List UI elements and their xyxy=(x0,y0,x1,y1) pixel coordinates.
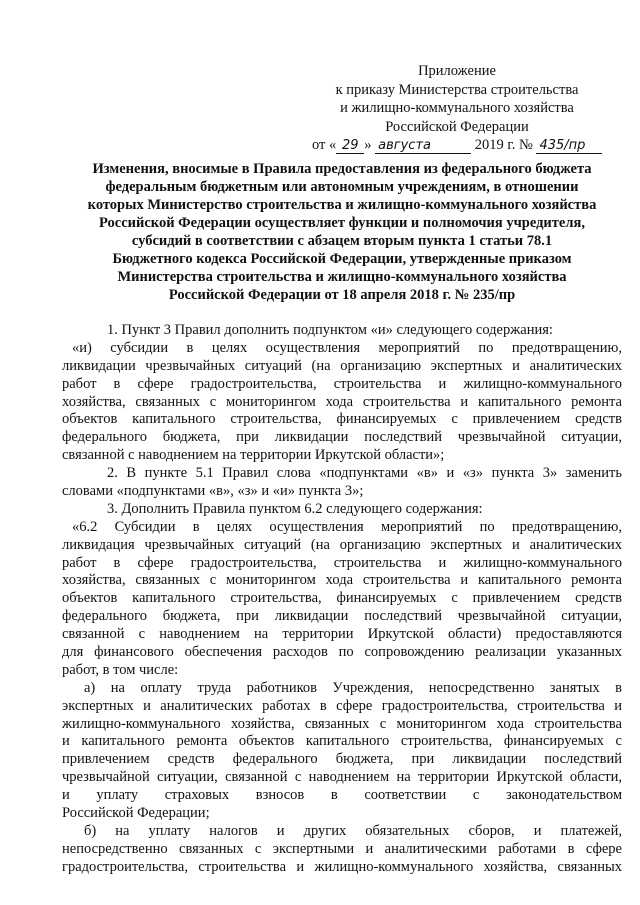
document-body xyxy=(62,322,622,877)
title-line: Министерства строительства и жилищно-коммунального хозяйства xyxy=(117,269,567,285)
body-line: б) на уплату налогов и других обязательных сборов, и платежей, xyxy=(84,822,622,839)
appendix-ministry-line: и жилищно-коммунального хозяйства xyxy=(340,100,574,116)
handwritten-month: августа xyxy=(375,139,471,154)
body-line: градостроительства, строительства и жилищно-коммунального хозяйства, связанных xyxy=(62,858,622,875)
body-line: привлечением средств федерального бюджета, при ликвидации последствий xyxy=(62,751,622,768)
title-line: Бюджетного кодекса Российской Федерации, утвержденные приказом xyxy=(112,251,572,267)
body-line: связанной с наводнением на территории Иркутской области»; xyxy=(62,447,445,464)
body-line: «и) субсидии в целях осуществления мероприятий по предотвращению, xyxy=(72,339,622,356)
body-line: федерального бюджета, при ликвидации последствий чрезвычайной ситуации, xyxy=(62,608,622,625)
handwritten-order-number: 435/пр xyxy=(536,139,602,154)
body-line: ликвидации чрезвычайных ситуаций (на организацию экспертных и аналитических xyxy=(62,357,622,374)
body-line: а) на оплату труда работников Учреждения, непосредственно занятых в xyxy=(84,679,622,696)
body-line: «6.2 Субсидии в целях осуществления мероприятий по предотвращению, xyxy=(72,518,622,535)
body-line: объектов капитального строительства, финансируемых с привлечением средств xyxy=(62,411,622,428)
body-line: для финансового обеспечения расходов по сопровождению реализации указанных xyxy=(62,644,622,661)
appendix-country-line: Российской Федерации xyxy=(385,118,529,135)
appendix-label: Приложение xyxy=(418,63,496,79)
body-line: хозяйства, связанных с мониторингом хода строительства и капитального ремонта xyxy=(62,393,622,410)
body-line: 3. Дополнить Правила пунктом 6.2 следующего содержания: xyxy=(107,500,483,517)
body-line: работ в сфере градостроительства, строительства и жилищно-коммунального xyxy=(62,375,622,392)
title-line: субсидий в соответствии с абзацем вторым пункта 1 статьи 78.1 xyxy=(131,233,553,249)
title-line: Российской Федерации осуществляет функции и полномочия учредителя, xyxy=(99,215,585,231)
date-year: 2019 г. № xyxy=(474,137,533,153)
body-line: ликвидация чрезвычайных ситуаций (на организацию экспертных и аналитических xyxy=(62,536,622,553)
body-line: связанной с наводнением на территории Иркутской области) предоставляются xyxy=(62,626,622,643)
body-line: Российской Федерации; xyxy=(62,805,210,822)
date-quote: » xyxy=(364,137,372,153)
title-line: федеральным бюджетным или автономным учреждениям, в отношении xyxy=(105,179,579,195)
body-line: 2. В пункте 5.1 Правил слова «подпунктами «в» и «з» пункта 3» заменить xyxy=(107,465,622,482)
appendix-header xyxy=(292,62,622,155)
body-line: 1. Пункт 3 Правил дополнить подпунктом «и» следующего содержания: xyxy=(107,322,553,338)
body-line: работ, в том числе: xyxy=(62,661,179,678)
document-title xyxy=(62,160,622,304)
body-line: федерального бюджета, при ликвидации последствий чрезвычайной ситуации, xyxy=(62,429,622,446)
order-date-line xyxy=(312,136,622,155)
body-line: хозяйства, связанных с мониторингом хода строительства и капитального ремонта xyxy=(62,572,622,589)
body-line: непосредственно связанных с экспертными и аналитическими работами в сфере xyxy=(62,840,622,857)
date-prefix: от « xyxy=(312,137,337,153)
title-line: которых Министерство строительства и жилищно-коммунального хозяйства xyxy=(87,197,597,213)
appendix-order-line: к приказу Министерства строительства xyxy=(335,81,579,98)
body-line: чрезвычайной ситуации, связанной с наводнением на территории Иркутской области, xyxy=(62,769,622,786)
body-line: работ в сфере градостроительства, строительства и жилищно-коммунального xyxy=(62,554,622,571)
body-line: и капитального ремонта объектов капитального строительства, финансируемых с xyxy=(62,733,622,750)
body-line: словами «подпунктами «в», «з» и «и» пункта 3»; xyxy=(62,483,364,500)
body-line: экспертных и аналитических работах в сфере градостроительства, строительства и xyxy=(62,697,622,714)
handwritten-day: 29 xyxy=(336,139,364,154)
body-line: и уплату страховых взносов в соответствии с законодательством xyxy=(62,787,622,804)
body-line: объектов капитального строительства, финансируемых с привлечением средств xyxy=(62,590,622,607)
body-line: жилищно-коммунального хозяйства, связанных с мониторингом хода строительства xyxy=(62,715,622,732)
title-line: Российской Федерации от 18 апреля 2018 г. № 235/пр xyxy=(168,287,516,303)
title-line: Изменения, вносимые в Правила предоставления из федерального бюджета xyxy=(92,161,592,177)
